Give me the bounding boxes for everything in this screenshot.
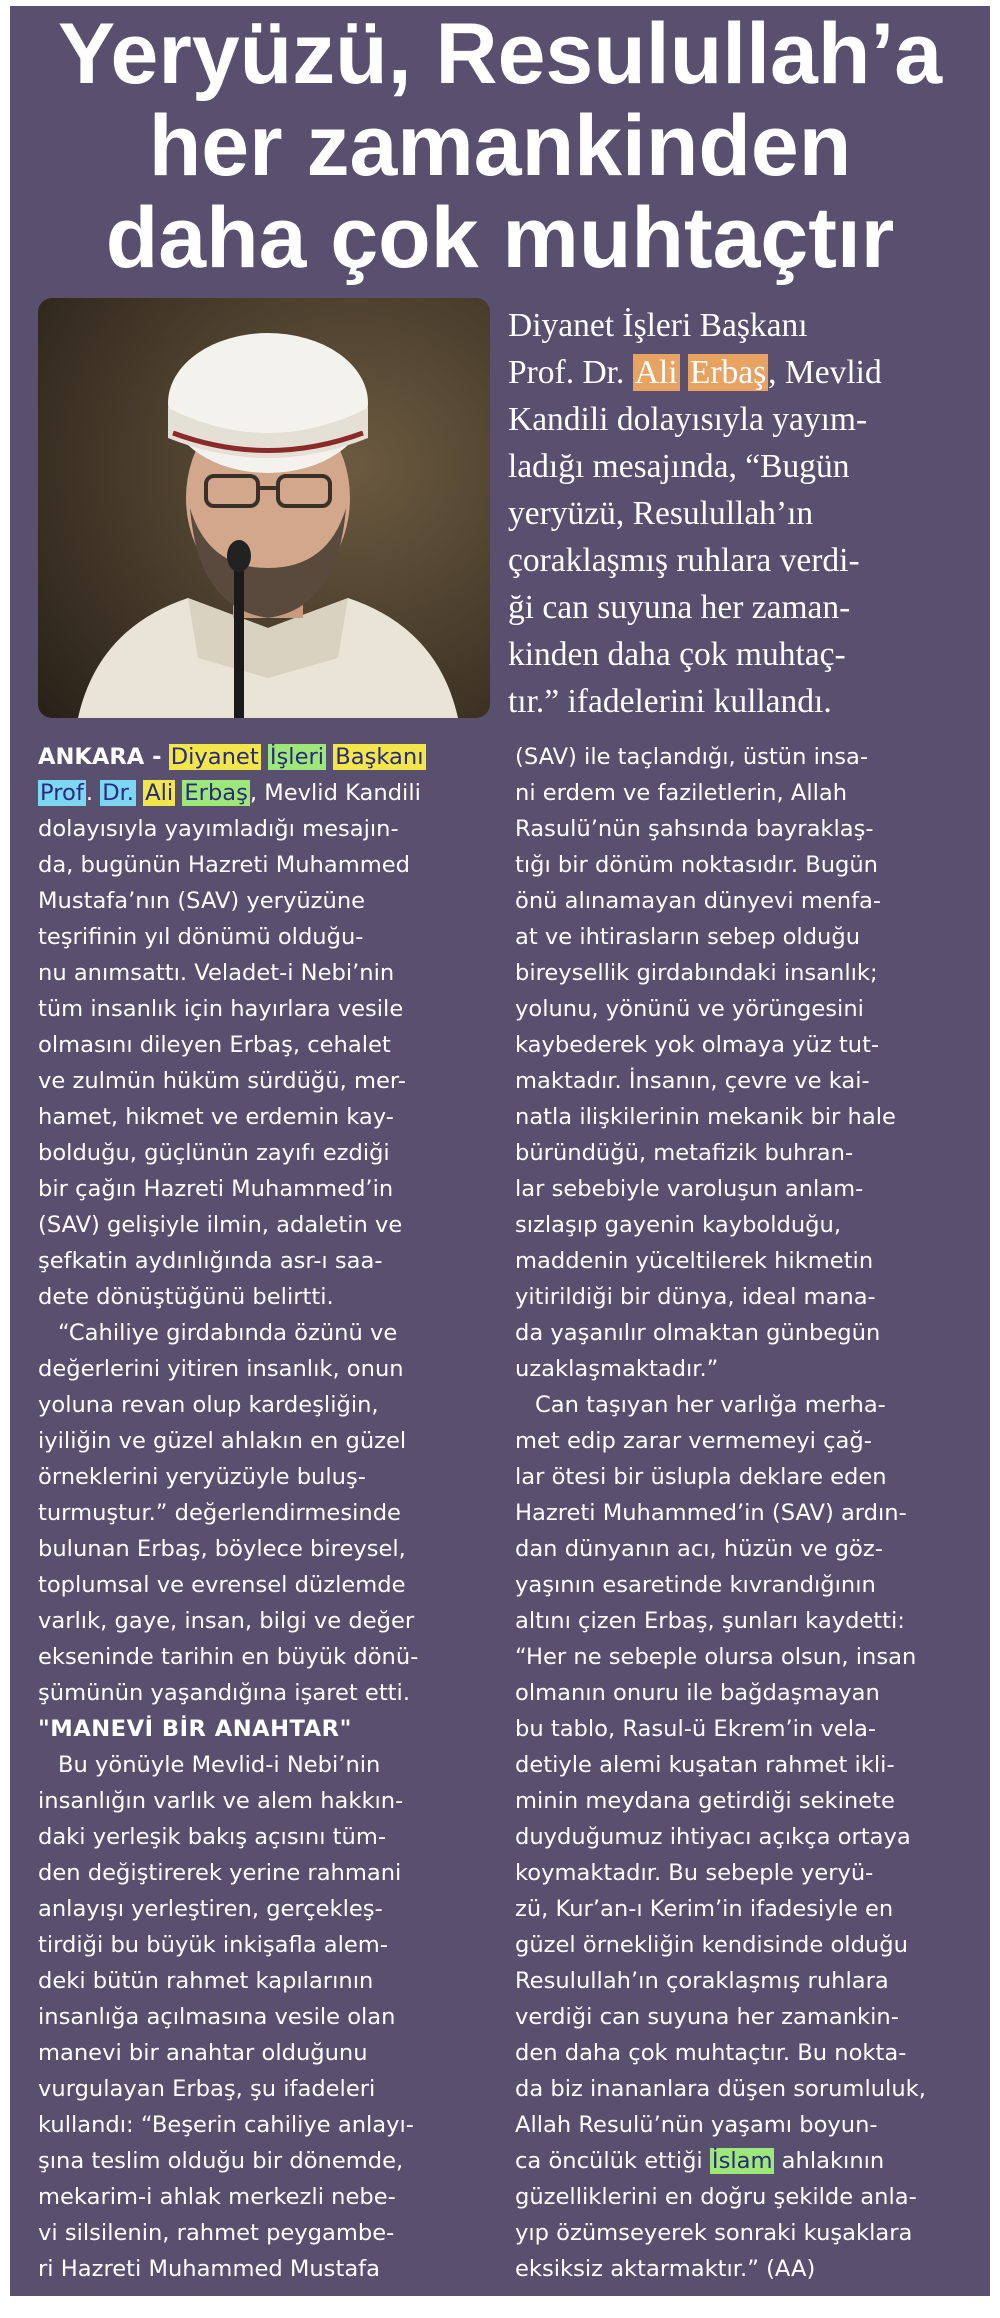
highlight-text: Prof xyxy=(40,780,84,806)
body-line: Resulullah’ın çoraklaşmış ruhlara xyxy=(515,1968,889,1994)
body-line: güzel örnekliğin kendisinde olduğu xyxy=(515,1932,908,1958)
body-line: daki yerleşik bakış açısını tüm- xyxy=(38,1824,386,1850)
body-line: lar sebebiyle varoluşun anlam- xyxy=(515,1176,864,1202)
body-line: “Cahiliye girdabında özünü ve xyxy=(58,1320,398,1346)
body-line: teşrifinin yıl dönümü olduğu- xyxy=(38,924,364,950)
newspaper-page xyxy=(10,6,990,2296)
highlight-text: Ali xyxy=(145,780,174,806)
body-line: “Her ne sebeple olursa olsun, insan xyxy=(515,1644,917,1670)
body-line: Allah Resulü’nün yaşamı boyun- xyxy=(515,2112,878,2138)
body-line: vi silsilenin, rahmet peygambe- xyxy=(38,2220,395,2246)
body-line: önü alınamayan dünyevi menfa- xyxy=(515,888,882,914)
body-line: tığı bir dönüm noktasıdır. Bugün xyxy=(515,852,878,878)
body-line: ve zulmün hüküm sürdüğü, mer- xyxy=(38,1068,406,1094)
body-text: . xyxy=(85,780,93,806)
body-line xyxy=(515,2143,967,2179)
body-line: büründüğü, metafizik buhran- xyxy=(515,1140,854,1166)
body-line: Bu yönüyle Mevlid-i Nebi’nin xyxy=(58,1752,381,1778)
body-line: güzelliklerini en doğru şekilde anla- xyxy=(515,2184,917,2210)
body-line: varlık, gaye, insan, bilgi ve değer xyxy=(38,1608,415,1634)
body-line: yıp özümseyerek sonraki kuşaklara xyxy=(515,2220,913,2246)
body-line: duyduğumuz ihtiyacı açıkça ortaya xyxy=(515,1824,911,1850)
body-line: bolduğu, güçlünün zayıfı ezdiği xyxy=(38,1140,390,1166)
body-line: kaybederek yok olmaya yüz tut- xyxy=(515,1032,880,1058)
body-line: koymaktadır. Bu sebeple yeryü- xyxy=(515,1860,874,1886)
body-line: da, bugünün Hazreti Muhammed xyxy=(38,852,410,878)
body-line: dete dönüştüğünü belirtti. xyxy=(38,1284,334,1310)
body-line: den daha çok muhtaçtır. Bu nokta- xyxy=(515,2040,907,2066)
highlight-text: Başkanı xyxy=(335,744,424,770)
body-line: ekseninde tarihin en büyük dönü- xyxy=(38,1644,419,1670)
body-line: Rasulü’nün şahsında bayraklaş- xyxy=(515,816,874,842)
body-line: eksiksiz aktarmaktır.” (AA) xyxy=(515,2256,816,2282)
body-line: (SAV) gelişiyle ilmin, adaletin ve xyxy=(38,1212,403,1238)
body-line: yitirildiği bir dünya, ideal mana- xyxy=(515,1284,876,1310)
body-line: minin meydana getirdiği sekinete xyxy=(515,1788,895,1814)
body-line: anlayışı yerleştiren, gerçekleş- xyxy=(38,1896,383,1922)
lede-line: ği can suyuna her zaman- xyxy=(508,589,851,626)
body-line: yolunu, yönünü ve yörüngesini xyxy=(515,996,864,1022)
highlight-text: Diyanet xyxy=(170,744,259,770)
headline-line: Yeryüzü, Resulullah’a xyxy=(57,6,943,102)
body-line: detiyle alemi kuşatan rahmet ikli- xyxy=(515,1752,895,1778)
body-line: mekarim-i ahlak merkezli nebe- xyxy=(38,2184,396,2210)
body-line: insanlığa açılmasına vesile olan xyxy=(38,2004,396,2030)
dateline: ANKARA - xyxy=(38,744,162,770)
body-line: bireysellik girdabındaki insanlık; xyxy=(515,960,878,986)
portrait-illustration xyxy=(38,298,490,718)
headline xyxy=(10,8,990,284)
body-line: şına teslim olduğu bir dönemde, xyxy=(38,2148,404,2174)
body-text: ahlakının xyxy=(774,2148,885,2174)
body-line: toplumsal ve evrensel düzlemde xyxy=(38,1572,406,1598)
highlight-name: Erbaş xyxy=(689,354,767,391)
body-line: bu tablo, Rasul-ü Ekrem’in vela- xyxy=(515,1716,876,1742)
body-text: , Mevlid Kandili xyxy=(249,780,421,806)
body-line: deki bütün rahmet kapılarının xyxy=(38,1968,374,1994)
lede-text: Prof. Dr. xyxy=(508,354,633,391)
body-line: zü, Kur’an-ı Kerim’in ifadesiyle en xyxy=(515,1896,894,1922)
body-line: tirdiği bu büyük inkişafla alem- xyxy=(38,1932,388,1958)
lede-line xyxy=(508,349,970,396)
body-line: bir çağın Hazreti Muhammed’in xyxy=(38,1176,394,1202)
body-line: sızlaşıp gayenin kaybolduğu, xyxy=(515,1212,842,1238)
lede-line: Kandili dolayısıyla yayım- xyxy=(508,401,868,438)
body-line: verdiği can suyuna her zamankin- xyxy=(515,2004,899,2030)
body-line: da yaşanılır olmaktan günbegün xyxy=(515,1320,881,1346)
body-line: dolayısıyla yayımladığı mesajın- xyxy=(38,816,399,842)
body-line: vurgulayan Erbaş, şu ifadeleri xyxy=(38,2076,376,2102)
headline-line: daha çok muhtaçtır xyxy=(105,190,895,286)
body-line: dan dünyanın acı, hüzün ve göz- xyxy=(515,1536,883,1562)
highlight-text: İslam xyxy=(711,2148,773,2174)
body-line: şefkatin aydınlığında asr-ı saa- xyxy=(38,1248,383,1274)
highlight-name: Ali xyxy=(634,354,678,391)
subheading: "MANEVİ BİR ANAHTAR" xyxy=(38,1716,352,1742)
body-line: manevi bir anahtar olduğunu xyxy=(38,2040,368,2066)
body-line: değerlerini yitiren insanlık, onun xyxy=(38,1356,404,1382)
body-line: Can taşıyan her varlığa merha- xyxy=(535,1392,886,1418)
body-line: hamet, hikmet ve erdemin kay- xyxy=(38,1104,394,1130)
body-line: Hazreti Muhammed’in (SAV) ardın- xyxy=(515,1500,907,1526)
body-text: ca öncülük ettiği xyxy=(515,2148,710,2174)
body-line: den değiştirerek yerine rahmani xyxy=(38,1860,402,1886)
body-line: şümünün yaşandığına işaret etti. xyxy=(38,1680,411,1706)
highlight-text: İşleri xyxy=(269,744,325,770)
lede-line: yeryüzü, Resulullah’ın xyxy=(508,495,814,532)
body-line: ni erdem ve faziletlerin, Allah xyxy=(515,780,848,806)
body-line: altını çizen Erbaş, şunları kaydetti: xyxy=(515,1608,905,1634)
body-line: natla ilişkilerinin mekanik bir hale xyxy=(515,1104,896,1130)
portrait-photo xyxy=(38,298,490,718)
body-line: met edip zarar vermemeyi çağ- xyxy=(515,1428,872,1454)
body-line: insanlığın varlık ve alem hakkın- xyxy=(38,1788,404,1814)
body-line: yaşının esaretinde kıvrandığının xyxy=(515,1572,876,1598)
body-line: nu anımsattı. Veladet-i Nebi’nin xyxy=(38,960,395,986)
lede-line: tır.” ifadelerini kullandı. xyxy=(508,683,832,720)
body-line: at ve ihtirasların sebep olduğu xyxy=(515,924,861,950)
body-line: bulunan Erbaş, böylece bireysel, xyxy=(38,1536,406,1562)
body-line: Mustafa’nın (SAV) yeryüzüne xyxy=(38,888,366,914)
lede-line: Diyanet İşleri Başkanı xyxy=(508,307,808,344)
body-column-right xyxy=(515,739,967,2287)
body-line: örneklerini yeryüzüyle buluş- xyxy=(38,1464,366,1490)
highlight-text: Dr. xyxy=(102,780,134,806)
body-column-left xyxy=(38,739,490,2287)
body-line xyxy=(38,739,490,775)
body-line: maktadır. İnsanın, çevre ve kai- xyxy=(515,1068,870,1094)
lede-line: kinden daha çok muhtaç- xyxy=(508,636,846,673)
headline-line: her zamankinden xyxy=(148,98,852,194)
body-line: lar ötesi bir üslupla deklare eden xyxy=(515,1464,887,1490)
body-line: (SAV) ile taçlandığı, üstün insa- xyxy=(515,744,868,770)
lede-line: çoraklaşmış ruhlara verdi- xyxy=(508,542,860,579)
body-line xyxy=(38,775,490,811)
body-line: olmanın onuru ile bağdaşmayan xyxy=(515,1680,880,1706)
body-line: turmuştur.” değerlendirmesinde xyxy=(38,1500,401,1526)
body-line: olmasını dileyen Erbaş, cehalet xyxy=(38,1032,391,1058)
body-line: maddenin yüceltilerek hikmetin xyxy=(515,1248,874,1274)
body-line: uzaklaşmaktadır.” xyxy=(515,1356,719,1382)
lede-text: , Mevlid xyxy=(768,354,882,391)
highlight-text: Erbaş xyxy=(184,780,248,806)
lede-paragraph xyxy=(508,302,970,725)
body-line: da biz inananlara düşen sorumluluk, xyxy=(515,2076,926,2102)
body-line: yoluna revan olup kardeşliğin, xyxy=(38,1392,379,1418)
lede-line: ladığı mesajında, “Bugün xyxy=(508,448,850,485)
body-line: iyiliğin ve güzel ahlakın en güzel xyxy=(38,1428,407,1454)
body-line: tüm insanlık için hayırlara vesile xyxy=(38,996,404,1022)
body-line: kullandı: “Beşerin cahiliye anlayı- xyxy=(38,2112,414,2138)
body-line: ri Hazreti Muhammed Mustafa xyxy=(38,2256,380,2282)
